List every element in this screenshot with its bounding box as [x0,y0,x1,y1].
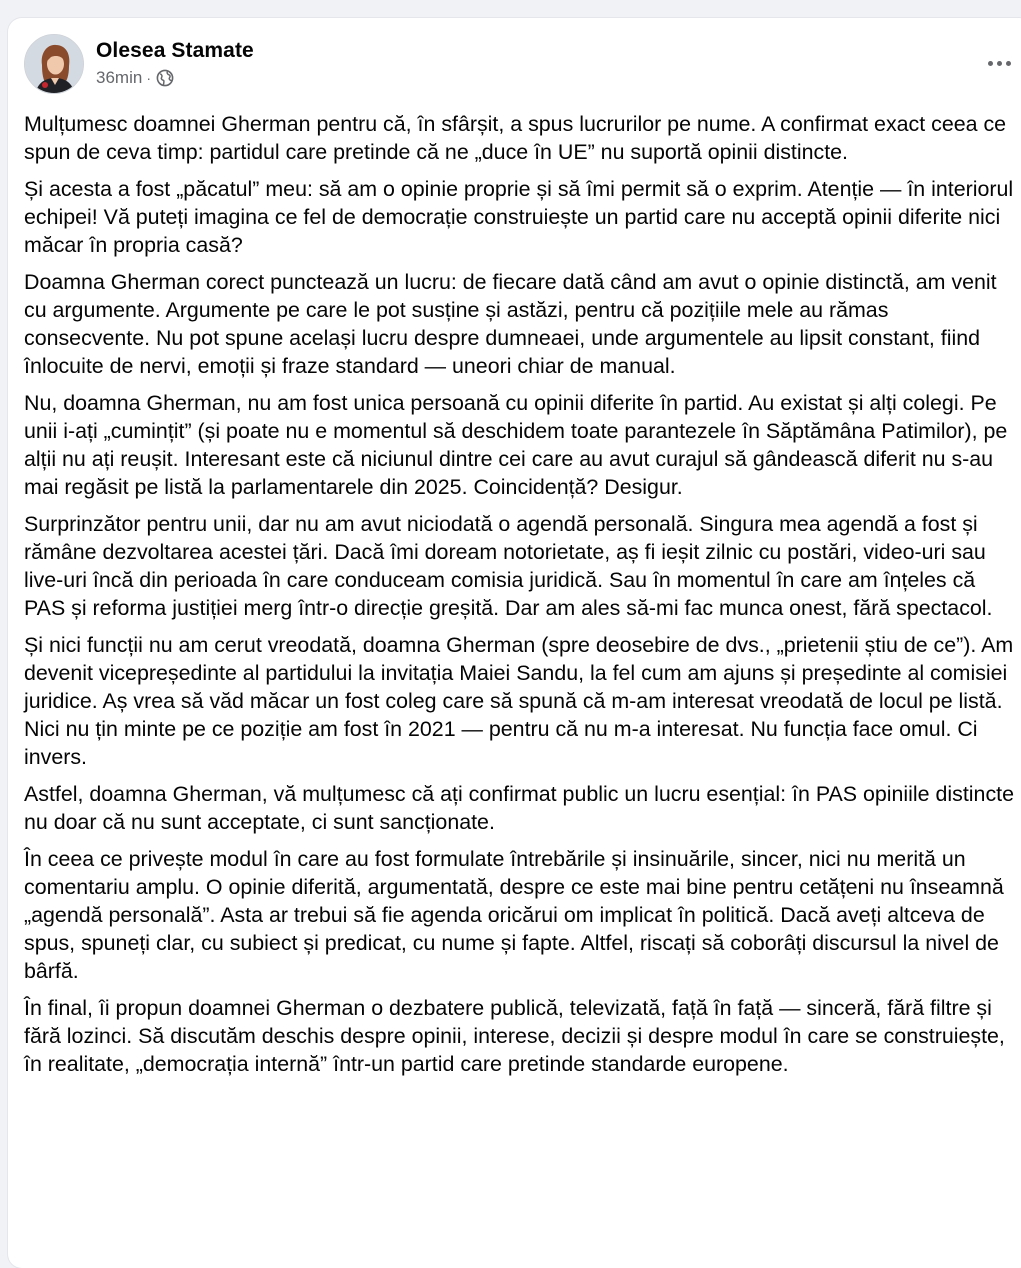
post-paragraph: Doamna Gherman corect punctează un lucru: de fiecare dată când am avut o opinie distinctă, am venit cu argumente. Argumente pe care le pot susține și astăzi, pentru că pozițiile mele au rămas consecvente. Nu pot spune același lucru despre dumneaei, unde argumentele au lipsit constant, fiind înlocuite de nervi, emoții și fraze standard — uneori chiar de manual. [24,270,997,378]
post-body [24,110,1014,1087]
more-dot [997,61,1002,66]
post-paragraph: Astfel, doamna Gherman, vă mulțumesc că ați confirmat public un lucru esențial: în PAS opiniile distincte nu doar că nu sunt acceptate, ci sunt sancționate. [24,782,1014,834]
avatar[interactable] [24,34,84,94]
author-name[interactable]: Olesea Stamate [96,39,254,62]
post-time[interactable]: 36min [96,68,143,87]
avatar-image [25,35,84,94]
post-paragraph: În final, îi propun doamnei Gherman o dezbatere publică, televizată, față în față — sinceră, fără filtre și fără lozinci. Să discutăm deschis despre opinii, interese, decizii și despre modul în care se construiește, în realitate, „democrația internă” într-un partid care pretinde standarde europene. [24,996,1005,1076]
more-dot [1006,61,1011,66]
more-dot [988,61,993,66]
post-paragraph: Surprinzător pentru unii, dar nu am avut niciodată o agendă personală. Singura mea agendă a fost și rămâne dezvoltarea acestei țări. Dacă îmi doream notorietate, aș fi ieșit zilnic cu postări, video-uri sau live-uri încă din perioada în care conduceam comisia juridică. Sau în momentul în care am înțeles că PAS și reforma justiției merg într-o direcție greșită. Dar am ales să-mi fac munca onest, fără spectacol. [24,512,993,620]
meta-separator: · [146,70,151,86]
globe-icon[interactable] [156,69,174,87]
post-card [8,18,1021,1268]
post-paragraph: Nu, doamna Gherman, nu am fost unica persoană cu opinii diferite în partid. Au existat și alți colegi. Pe unii i-ați „cumințit” (și poate nu e momentul să deschidem toate parantezele în Săptămâna Patimilor), pe alții nu ați reușit. Interesant este că niciunul dintre cei care au avut curajul să gândească diferit nu s-au mai regăsit pe listă la parlamentarele din 2025. Coincidență? Desigur. [24,391,1008,499]
post-meta [96,68,174,88]
post-paragraph: Și acesta a fost „păcatul” meu: să am o opinie proprie și să îmi permit să o exprim. Atenție — în interiorul echipei! Vă puteți imagina ce fel de democrație construiește un partid care nu acceptă opinii diferite nici măcar în propria casă? [24,177,1014,257]
post-paragraph: Mulțumesc doamnei Gherman pentru că, în sfârșit, a spus lucrurilor pe nume. A confirmat exact ceea ce spun de ceva timp: partidul care pretinde că ne „duce în UE” nu suportă opinii distincte. [24,112,1007,164]
post-paragraph: Și nici funcții nu am cerut vreodată, doamna Gherman (spre deosebire de dvs., „prietenii știu de ce”). Am devenit vicepreședinte al partidului la invitația Maiei Sandu, la fel cum am ajuns și președinte al comisiei juridice. Aș vrea să văd măcar un fost coleg care să spună că m-am interesat vreodată de locul pe listă. Nici nu țin minte pe ce poziție am fost în 2021 — pentru că nu m-a interesat. Nu funcția face omul. Ci invers. [24,633,1014,769]
post-paragraph: În ceea ce privește modul în care au fost formulate întrebările și insinuările, sincer, nici nu merită un comentariu amplu. O opinie diferită, argumentată, despre ce este mai bine pentru cetățeni nu înseamnă „agendă personală”. Asta ar trebui să fie agenda oricărui om implicat în politică. Dacă aveți altceva de spus, spuneți clar, cu subiect și predicat, cu nume și fapte. Altfel, riscați să coborâți discursul la nivel de bârfă. [24,847,1004,983]
post-header [8,18,1021,106]
more-options-button[interactable] [979,46,1019,80]
